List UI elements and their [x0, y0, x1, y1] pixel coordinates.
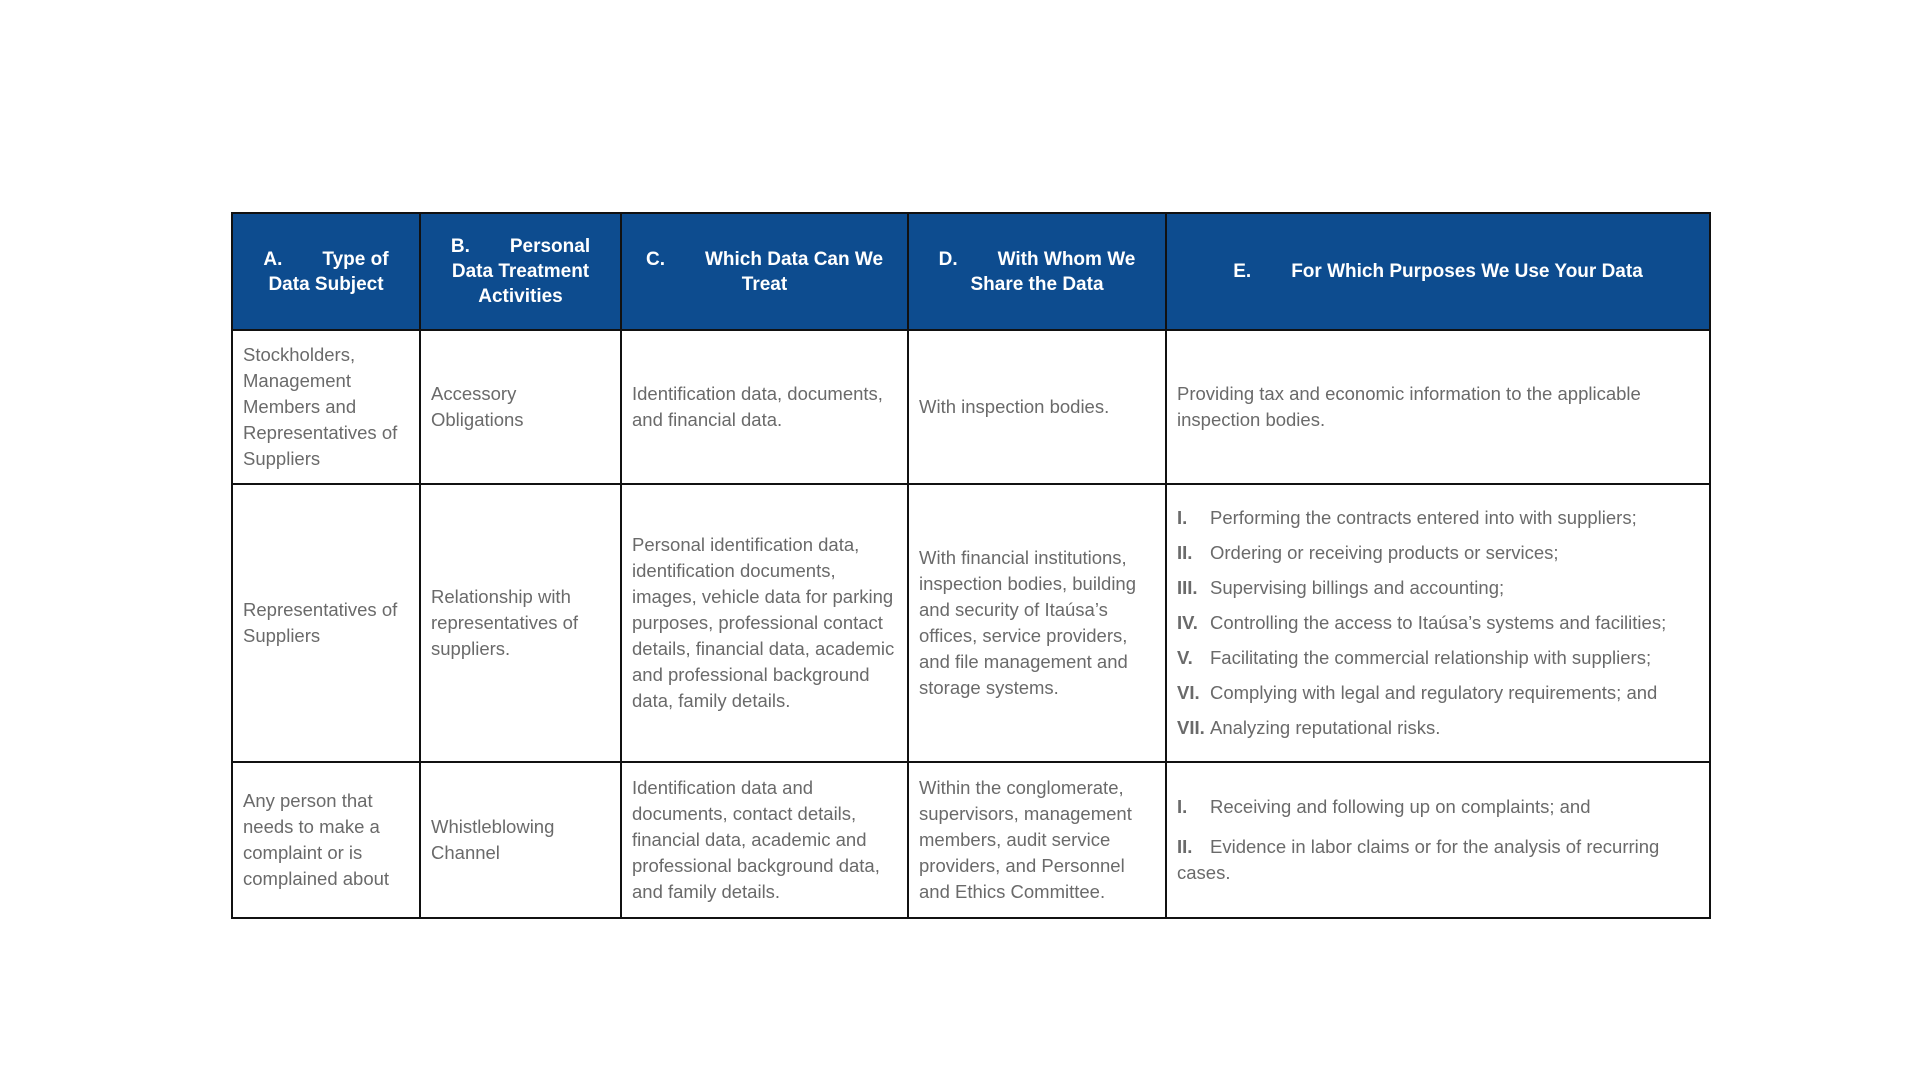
header-treatment-activities — [420, 213, 621, 330]
cell-subject: Stockholders, Management Members and Representatives of Suppliers — [232, 330, 420, 484]
purpose-text: Complying with legal and regulatory requirements; and — [1210, 682, 1658, 703]
cell-purposes — [1166, 484, 1710, 762]
purpose-item — [1177, 794, 1699, 820]
roman-numeral: III. — [1177, 577, 1198, 598]
purpose-text: Facilitating the commercial relationship with suppliers; — [1210, 647, 1652, 668]
purpose-text: Performing the contracts entered into with suppliers; — [1210, 507, 1637, 528]
roman-numeral: IV. — [1177, 612, 1198, 633]
cell-purposes — [1166, 762, 1710, 918]
table-header — [232, 213, 1710, 330]
header-type-of-data-subject — [232, 213, 420, 330]
roman-numeral: VII. — [1177, 717, 1205, 738]
header-text: Personal Data Treatment Activities — [451, 236, 591, 307]
cell-subject: Any person that needs to make a complaint or is complained about — [232, 762, 420, 918]
header-letter: B. — [450, 236, 470, 257]
header-letter: C. — [645, 248, 665, 270]
header-text: Which Data Can We Treat — [704, 248, 884, 295]
purpose-item — [1177, 575, 1699, 601]
cell-activity: Accessory Obligations — [420, 330, 621, 484]
cell-activity: Whistleblowing Channel — [420, 762, 621, 918]
purpose-text: Receiving and following up on complaints; and — [1210, 796, 1591, 817]
purpose-text: Controlling the access to Itaúsa’s systems and facilities; — [1210, 612, 1667, 633]
cell-data: Identification data, documents, and financial data. — [621, 330, 908, 484]
table-row — [232, 484, 1710, 762]
purpose-text: Analyzing reputational risks. — [1210, 717, 1441, 738]
purpose-item — [1177, 505, 1699, 531]
roman-numeral: VI. — [1177, 682, 1200, 703]
roman-numeral: I. — [1177, 796, 1188, 817]
roman-numeral: II. — [1177, 836, 1193, 857]
roman-numeral: II. — [1177, 542, 1193, 563]
header-share-with — [908, 213, 1166, 330]
purpose-item — [1177, 715, 1699, 741]
header-text: Type of Data Subject — [268, 248, 389, 295]
purpose-item — [1177, 680, 1699, 706]
header-letter: E. — [1233, 261, 1252, 282]
cell-purpose: Providing tax and economic information to the applicable inspection bodies. — [1166, 330, 1710, 484]
purpose-list — [1177, 794, 1699, 886]
purpose-item — [1177, 834, 1699, 886]
header-letter: D. — [938, 248, 958, 270]
table-row — [232, 330, 1710, 484]
roman-numeral: I. — [1177, 507, 1188, 528]
cell-share: Within the conglomerate, supervisors, management members, audit service providers, and Personnel and Ethics Committee. — [908, 762, 1166, 918]
purpose-text: Supervising billings and accounting; — [1210, 577, 1505, 598]
header-text: For Which Purposes We Use Your Data — [1291, 261, 1643, 282]
purpose-text: Ordering or receiving products or services; — [1210, 542, 1559, 563]
header-letter: A. — [263, 248, 283, 270]
purpose-list — [1177, 505, 1699, 741]
table-row — [232, 762, 1710, 918]
cell-share: With inspection bodies. — [908, 330, 1166, 484]
roman-numeral: V. — [1177, 647, 1193, 668]
header-row — [232, 213, 1710, 330]
cell-data: Personal identification data, identification documents, images, vehicle data for parking purposes, professional contact details, financial data, academic and professional background data, family details. — [621, 484, 908, 762]
header-purposes — [1166, 213, 1710, 330]
purpose-text: Evidence in labor claims or for the analysis of recurring cases. — [1177, 836, 1660, 883]
header-which-data — [621, 213, 908, 330]
data-treatment-table — [231, 212, 1711, 919]
purpose-item — [1177, 540, 1699, 566]
cell-activity: Relationship with representatives of suppliers. — [420, 484, 621, 762]
header-text: With Whom We Share the Data — [970, 248, 1136, 295]
purpose-item — [1177, 610, 1699, 636]
cell-data: Identification data and documents, contact details, financial data, academic and professional background data, and family details. — [621, 762, 908, 918]
cell-share: With financial institutions, inspection bodies, building and security of Itaúsa’s offices, service providers, and file management and storage systems. — [908, 484, 1166, 762]
purpose-item — [1177, 645, 1699, 671]
cell-subject: Representatives of Suppliers — [232, 484, 420, 762]
